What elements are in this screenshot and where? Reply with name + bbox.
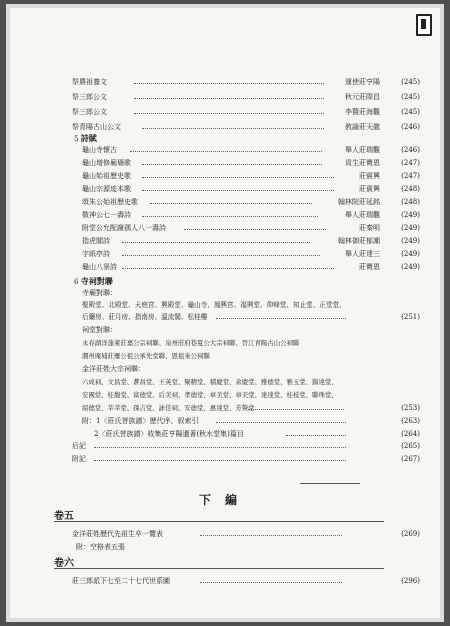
dot-leader: [184, 229, 326, 230]
entry-page: (247): [401, 159, 420, 167]
juan5-note: 附：空格表五張: [76, 543, 125, 551]
entry-page: (253): [401, 404, 420, 412]
hall-list-line: 安國堂、桂馥堂、富德堂、后美祠、孝德堂、章美堂、章美堂、達達堂、桂枝堂、聯珠堂、: [82, 391, 338, 399]
entry-page: (245): [401, 78, 420, 86]
toc-entry: [10, 402, 440, 414]
entry-title: 龜山寺懷古: [82, 146, 117, 154]
entry-title: 祭三郎公文: [72, 108, 107, 116]
temple-list-line: 聖殿堂、北殿堂、天庭宮、興殿堂、龜山寺、鳳興宮、福興堂、仰峰堂、知止堂、正堂堂、: [82, 301, 346, 309]
section-label: 寺祠對聯: [80, 276, 113, 286]
entry-page: (246): [401, 123, 420, 131]
section-number: 6: [74, 278, 79, 286]
ancestral-list-line: 永春湖洋蓬萊莊嘉公宗祠聯、泉州莊府巷夏公大宗祠聯、晉江青陽古山公祠聯: [82, 339, 300, 347]
entry-author: 敎諭莊天龍: [345, 123, 380, 131]
entry-author: 舉人莊瑞觀: [345, 211, 380, 219]
entry-page: (265): [401, 442, 420, 450]
toc-entry: [10, 453, 440, 465]
dot-leader: [94, 447, 346, 448]
part-title: 下編: [198, 493, 251, 507]
entry-author: 舉人莊達三: [345, 250, 380, 258]
entry-title: 金洋莊姓歷代先祖生卒一覽表: [72, 530, 163, 538]
toc-entry: [10, 528, 440, 540]
toc-entry: [10, 311, 440, 323]
dot-leader: [150, 203, 312, 204]
dot-leader: [130, 151, 322, 152]
entry-page: (249): [401, 237, 420, 245]
ancestral-list-line: 潮州庵埔莊雁公祖公承先堂聯、恩祖來公祠聯: [82, 352, 210, 360]
entry-title: 祭農祖養文: [72, 78, 107, 86]
entry-title: 祭三郎公文: [72, 93, 107, 101]
dot-leader: [134, 83, 324, 84]
dot-leader: [122, 268, 334, 269]
toc-entry: [10, 428, 440, 440]
dot-leader: [94, 460, 346, 461]
dot-leader: [142, 177, 334, 178]
entry-page: (249): [401, 211, 420, 219]
entry-title: 敬神公七一壽詩: [82, 211, 131, 219]
entry-page: (251): [401, 313, 420, 321]
entry-page: (267): [401, 455, 420, 463]
entry-page: (269): [401, 530, 420, 538]
entry-page: (263): [401, 417, 420, 425]
entry-page: (245): [401, 93, 420, 101]
juan-rule: [54, 521, 384, 522]
temple-list-line: 后廳房、莊月房、指南房、溫流閣、松桂樓: [82, 313, 208, 321]
entry-title: 祭青陽古山公文: [72, 123, 121, 131]
entry-page: (248): [401, 185, 420, 193]
subheading-temple: 寺廟對聯：: [82, 289, 117, 297]
dot-leader: [286, 435, 346, 436]
juan-heading: 卷五: [54, 511, 74, 522]
toc-entry: [10, 261, 440, 273]
entry-title: 龜山增修廟墻歌: [82, 159, 131, 167]
entry-title: 龜山八景詩: [82, 263, 117, 271]
entry-title: 莊三郎派下七至二十七代世系圖: [72, 577, 170, 585]
entry-title: 附堂公允配謝孺人八一壽詩: [82, 224, 166, 232]
section-number: 5: [74, 135, 79, 143]
entry-author: 李贊莊海觀: [345, 108, 380, 116]
dot-leader: [122, 242, 310, 243]
entry-author: 舉人莊瑞觀: [345, 146, 380, 154]
hall-list-line: 紹德堂、莘莘堂、孫吉堂、詠佳祠、安德堂、惠達堂、芳聲堂: [82, 404, 255, 412]
entry-page: (246): [401, 146, 420, 154]
entry-page: (245): [401, 108, 420, 116]
juan-rule: [54, 568, 384, 569]
entry-page: (247): [401, 172, 420, 180]
subheading-ancestral: 祠堂對聯：: [82, 326, 117, 334]
entry-page: (248): [401, 198, 420, 206]
dot-leader: [200, 535, 342, 536]
entry-author: 莊秦明: [359, 224, 380, 232]
entry-title: 指虎閣詩: [82, 237, 110, 245]
entry-author: 莊賓興: [359, 185, 380, 193]
document-page: [10, 8, 440, 618]
toc-entry: [10, 183, 440, 195]
dot-leader: [248, 409, 344, 410]
entry-author: 翰林院莊延銘: [338, 198, 380, 206]
toc-entry: [10, 415, 440, 427]
toc-entry: [10, 235, 440, 247]
houji-title: 后記: [72, 442, 86, 450]
dot-leader: [142, 128, 324, 129]
entry-title: 頌朱公始祖歷史歌: [82, 198, 138, 206]
entry-author: 莊寶恩: [359, 263, 380, 271]
dot-leader: [142, 216, 318, 217]
entry-author: 運使莊亨陽: [345, 78, 380, 86]
appendix-title: 附：1〈莊氏菩族譜〉歷代序、叙索引: [82, 417, 199, 425]
dot-leader: [216, 422, 346, 423]
toc-entry: [10, 91, 440, 103]
entry-title: 龜山宗源迹本歌: [82, 185, 131, 193]
toc-entry: [10, 157, 440, 169]
toc-entry: [10, 144, 440, 156]
entry-title: 字紙亭詩: [82, 250, 110, 258]
toc-entry: [10, 440, 440, 452]
entry-author: 莊賓興: [359, 172, 380, 180]
dot-leader: [142, 164, 322, 165]
toc-entry: [10, 248, 440, 260]
entry-page: (296): [401, 577, 420, 585]
dot-leader: [216, 318, 346, 319]
juan-heading: 卷六: [54, 558, 74, 569]
scan-corner-mark: [416, 14, 432, 36]
hall-list-line: 六成祠、文昌堂、蒼昌堂、王英堂、聚精堂、積慶堂、余慶堂、雅德堂、雅玉堂、錦達堂、: [82, 378, 338, 386]
entry-author: 貢生莊寶恩: [345, 159, 380, 167]
entry-page: (249): [401, 263, 420, 271]
appendix-title: 2〈莊氏菩族譜〉收集莊亨陽遺著(秋水堂集)篇目: [94, 430, 244, 438]
divider-line: [300, 483, 360, 484]
toc-entry: [10, 575, 440, 587]
entry-title: 龜山始祖歷史歌: [82, 172, 131, 180]
fuji-title: 附記: [72, 455, 86, 463]
toc-entry: [10, 196, 440, 208]
entry-page: (249): [401, 250, 420, 258]
dot-leader: [200, 582, 342, 583]
toc-entry: [10, 170, 440, 182]
dot-leader: [134, 113, 324, 114]
entry-page: (264): [401, 430, 420, 438]
section-label: 詩賦: [80, 133, 97, 143]
entry-page: (249): [401, 224, 420, 232]
subheading-hall: 金洋莊姓大宗祠聯：: [82, 365, 145, 373]
dot-leader: [142, 190, 334, 191]
entry-author: 秋元莊際昌: [345, 93, 380, 101]
toc-entry: [10, 106, 440, 118]
toc-entry: [10, 209, 440, 221]
toc-entry: [10, 76, 440, 88]
entry-author: 翰林御莊郁潮: [338, 237, 380, 245]
toc-entry: [10, 222, 440, 234]
dot-leader: [122, 255, 320, 256]
dot-leader: [134, 98, 324, 99]
